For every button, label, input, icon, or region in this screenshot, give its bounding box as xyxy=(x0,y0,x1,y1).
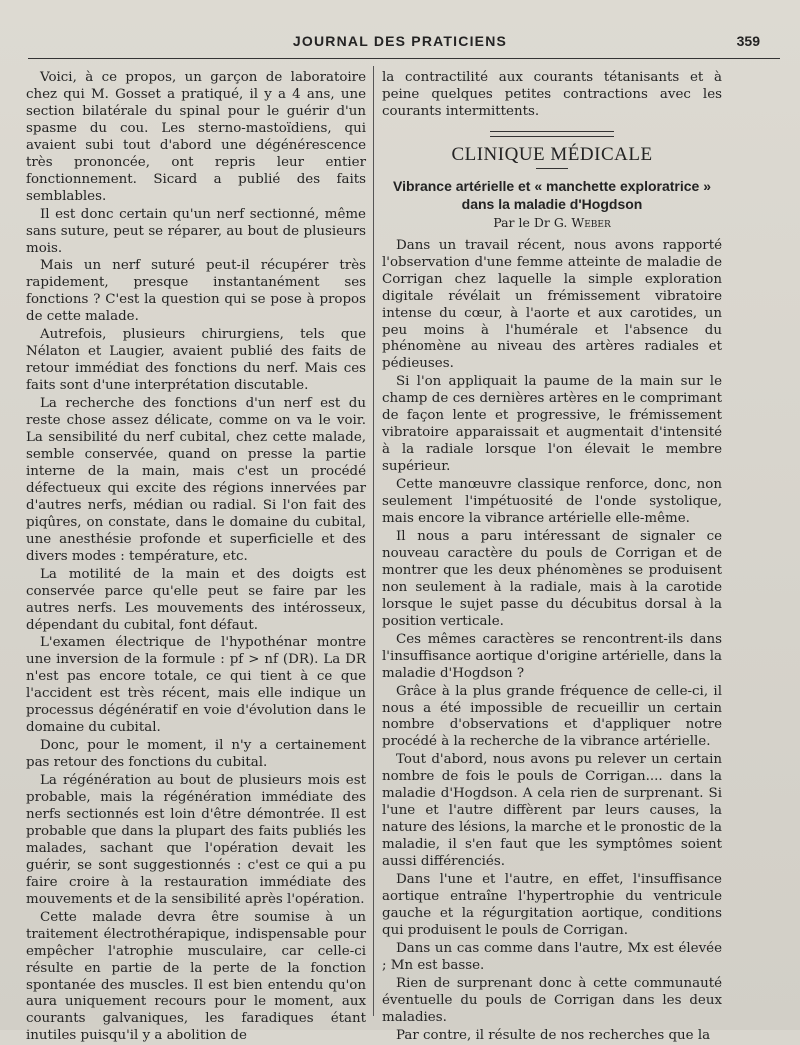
article-title: Vibrance artérielle et « manchette exploratrice » dans la maladie d'Hogdson xyxy=(392,177,711,212)
continued-paragraph: la contractilité aux courants tétanisants et à peine quelques petites contractions avec les courants intermittents. xyxy=(382,70,722,119)
paragraph: Il est donc certain qu'un nerf sectionné, même sans suture, peut se réparer, au bout de plusieurs mois. xyxy=(26,206,366,256)
right-column xyxy=(382,70,722,1043)
left-column xyxy=(26,70,366,1044)
paragraph: Cette malade devra être soumise à un traitement électrothérapique, indispensable pour empêcher l'atrophie musculaire, car celle-ci résulte en partie de la perte de la fonction spontanée des muscles. Il est bien entendu qu'on aura uniquement recours pour le moment, aux courants galvaniques, les faradiques étant inutiles puisqu'il y a abolition de xyxy=(26,909,366,1044)
paragraph: Dans un cas comme dans l'autre, Mx est élevée ; Mn est basse. xyxy=(382,940,722,973)
paragraph: Grâce à la plus grande fréquence de celle-ci, il nous a été impossible de recueillir un certain nombre d'observations et d'appliquer notre procédé à la recherche de la vibrance artérielle. xyxy=(382,683,722,750)
section-double-rule xyxy=(490,131,614,137)
header-rule xyxy=(28,58,780,59)
paragraph: Voici, à ce propos, un garçon de laboratoire chez qui M. Gosset a pratiqué, il y a 4 ans, une section bilatérale du spinal pour le guérir d'un spasme du cou. Les sterno-mastoïdiens, qui avaient subi tout d'abord une dégénérescence très prononcée, ont repris leur entier fonctionnement. Sicard a publié des faits semblables. xyxy=(26,70,366,204)
paragraph: Ces mêmes caractères se rencontrent-ils dans l'insuffisance aortique d'origine artérielle, dans la maladie d'Hogdson ? xyxy=(382,631,722,681)
running-title: JOURNAL DES PRATICIENS xyxy=(292,33,508,49)
paragraph: Si l'on appliquait la paume de la main sur le champ de ces dernières artères en le comprimant de façon lente et progressive, le frémissement vibratoire apparaissait et augmentait d'intensité à la radiale lorsque l'on élevait le membre supérieur. xyxy=(382,374,722,475)
running-head xyxy=(28,30,772,52)
byline xyxy=(382,215,722,232)
paragraph: L'examen électrique de l'hypothénar montre une inversion de la formule : pf > nf (DR). La DR n'est pas encore totale, ce qui tient à ce que l'accident est très récent, mais elle indique un processus dégénératif en voie d'évolution dans le domaine du cubital. xyxy=(26,635,366,736)
paragraph: Cette manœuvre classique renforce, donc, non seulement l'impétuosité de l'onde systolique, mais encore la vibrance artérielle elle-même. xyxy=(382,477,722,527)
paragraph: La recherche des fonctions d'un nerf est du reste chose assez délicate, comme on va le voir. La sensibilité du nerf cubital, chez cette malade, semble conservée, quand on presse la partie interne de la main, mais c'est un procédé défectueux qui excite des régions innervées par d'autres nerfs, médian ou radial. Si l'on fait des piqûres, on constate, dans le domaine du cubital, une anesthésie profonde et superficielle et des divers modes : température, etc. xyxy=(26,396,366,564)
paragraph: Tout d'abord, nous avons pu relever un certain nombre de fois le pouls de Corrigan.... dans la maladie d'Hogdson. A cela rien de surprenant. Si l'une et l'autre diffèrent par leurs causes, la nature des lésions, la marche et le pronostic de la maladie, il s'en faut que les symptômes soient aussi différenciés. xyxy=(382,752,722,870)
paragraph: Autrefois, plusieurs chirurgiens, tels que Nélaton et Laugier, avaient publié des faits de retour immédiat des fonctions du nerf. Mais ces faits sont d'une interprétation discutable. xyxy=(26,327,366,394)
paragraph: Dans un travail récent, nous avons rapporté l'observation d'une femme atteinte de maladie de Corrigan chez laquelle la simple exploration digitale révélait un frémissement vibratoire intense du cœur, à l'aorte et aux carotides, un peu moins à l'humérale et l'absence du phénomène au niveau des artères radiales et pédieuses. xyxy=(382,237,722,372)
section-short-rule xyxy=(536,168,568,169)
section-title: CLINIQUE MÉDICALE xyxy=(451,143,653,165)
paragraph: Il nous a paru intéressant de signaler ce nouveau caractère du pouls de Corrigan et de montrer que les deux phénomènes se produisent non seulement à la radiale, mais à la carotide lorsque le sujet passe du décubitus dorsal à la position verticale. xyxy=(382,528,722,629)
byline-prefix: Par le Dr G. xyxy=(493,214,568,230)
paragraph: La motilité de la main et des doigts est conservée parce qu'elle peut se faire par les autres nerfs. Les mouvements des intérosseux, dépendant du cubital, font défaut. xyxy=(26,566,366,633)
page-number: 359 xyxy=(736,33,760,49)
paragraph: Mais un nerf suturé peut-il récupérer très rapidement, presque instantanément ses fonctions ? C'est la question qui se pose à propos de cette malade. xyxy=(26,258,366,325)
column-divider xyxy=(373,66,374,1016)
paragraph: La régénération au bout de plusieurs mois est probable, mais la régénération immédiate des nerfs sectionnés est loin d'être démontrée. Il est probable que dans la plupart des faits publiés les malades, sachant que l'opération devait les guérir, se sont suggestionnés : c'est ce qui a pu faire croire à la restauration immédiate des mouvements et de la sensibilité après l'opération. xyxy=(26,773,366,907)
byline-author: Weber xyxy=(571,214,611,230)
paragraph: Rien de surprenant donc à cette communauté éventuelle du pouls de Corrigan dans les deux maladies. xyxy=(382,975,722,1025)
paragraph: Dans l'une et l'autre, en effet, l'insuffisance aortique entraîne l'hypertrophie du ventricule gauche et la régurgitation aortique, conditions qui produisent le pouls de Corrigan. xyxy=(382,872,722,938)
paragraph: Par contre, il résulte de nos recherches que la xyxy=(396,1027,711,1043)
paragraph: Donc, pour le moment, il n'y a certainement pas retour des fonctions du cubital. xyxy=(26,738,366,771)
